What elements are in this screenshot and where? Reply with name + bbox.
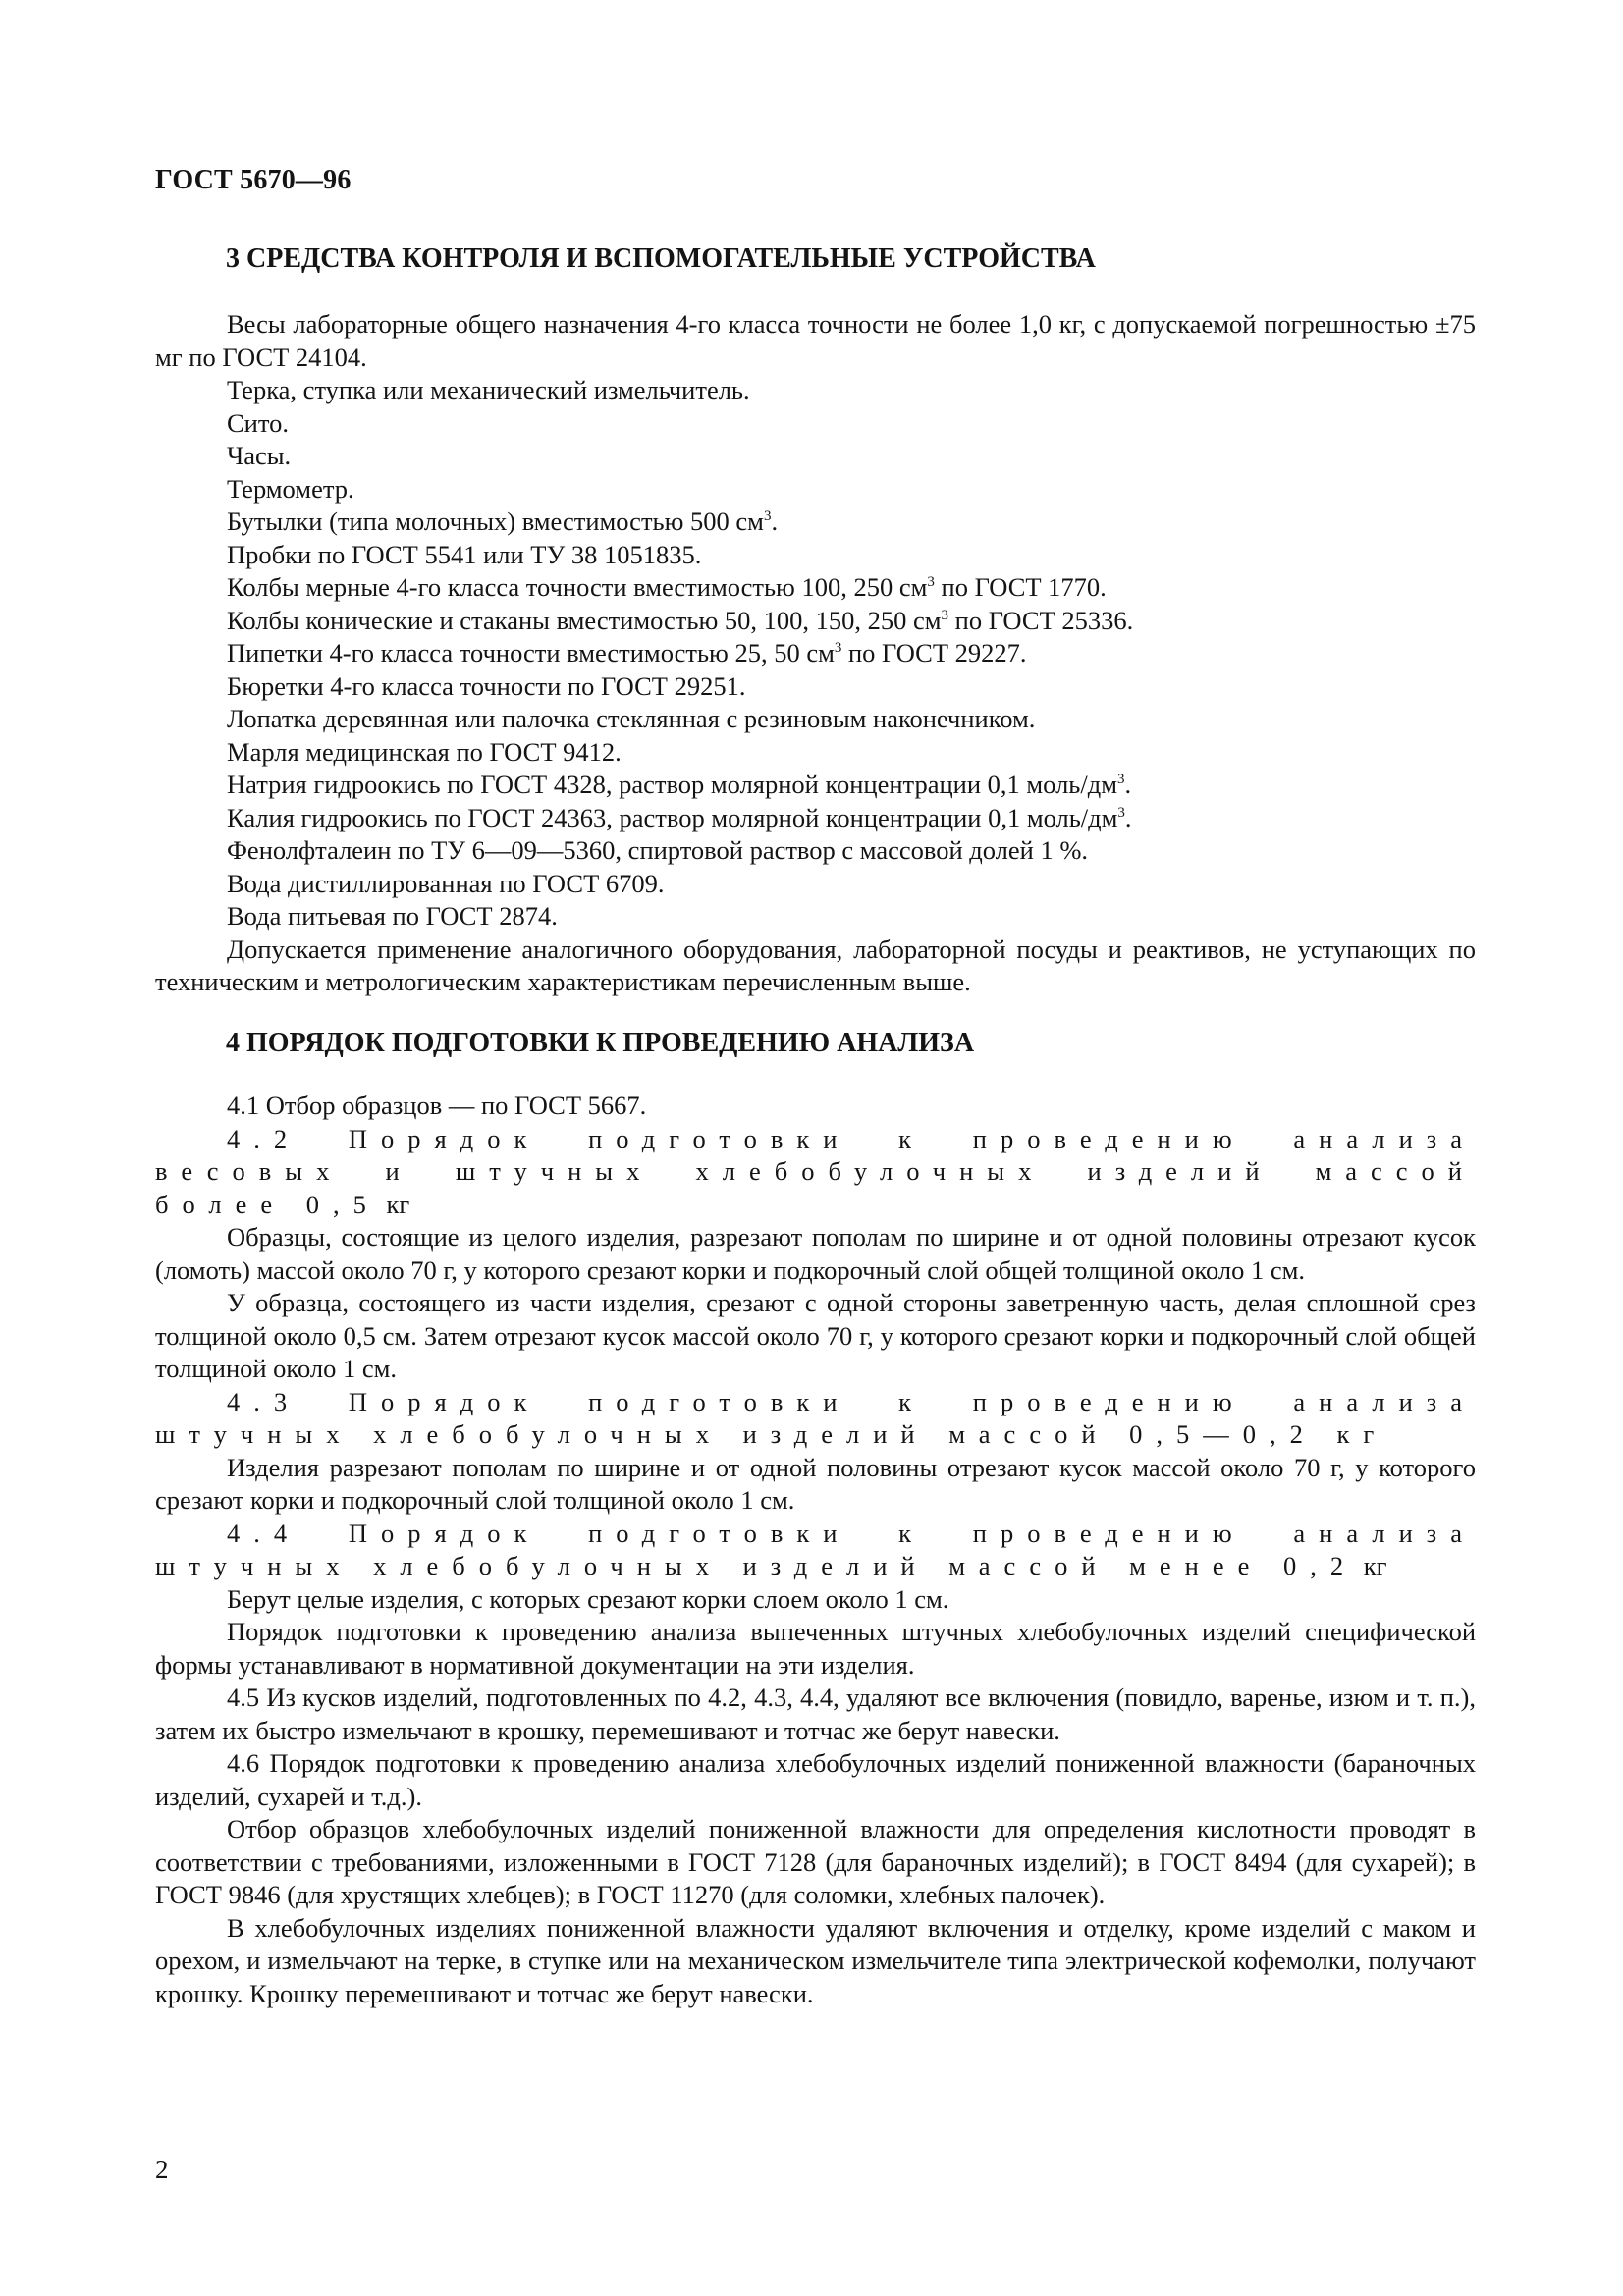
clause-4-4-text: Порядок подготовки к проведению анализа выпеченных штучных хлебобулочных изделий специфической формы устанавливают в нормативной документации на эти изделия. — [155, 1617, 1476, 1680]
equipment-item: Марля медицинская по ГОСТ 9412. — [227, 736, 622, 767]
clause-4-2-heading: 4.2 Порядок подготовки к проведению анализа весовых и штучных хлебобулочных изделий массой более 0,5 кг — [155, 1123, 1476, 1219]
clause-4-5: 4.5 Из кусков изделий, подготовленных по 4.2, 4.3, 4.4, удаляют все включения (повидло, варенье, изюм и т. п.), затем их быстро измельчают в крошку, перемешивают и тотчас же берут навески. — [155, 1682, 1476, 1745]
clause-4-6: 4.6 Порядок подготовки к проведению анализа хлебобулочных изделий пониженной влажности (бараночных изделий, сухарей и т.д.). — [155, 1748, 1476, 1811]
clause-4-6-text: Отбор образцов хлебобулочных изделий пониженной влажности для определения кислотности проводят в соответствии с требованиями, изложенными в ГОСТ 7128 (для бараночных изделий); в ГОСТ 8494 (для сухарей); в ГОСТ 9846 (для хрустящих хлебцев); в ГОСТ 11270 (для соломки, хлебных палочек). — [155, 1814, 1476, 1909]
clause-4-3-heading: 4.3 Порядок подготовки к проведению анализа штучных хлебобулочных изделий массой 0,5—0,2 кг — [155, 1386, 1476, 1449]
equipment-item: Пробки по ГОСТ 5541 или ТУ 38 1051835. — [227, 539, 702, 569]
equipment-item: Часы. — [227, 441, 292, 470]
equipment-item: Колбы конические и стаканы вместимостью 50, 100, 150, 250 $см^3$ по ГОСТ 25336. — [227, 605, 1134, 635]
equipment-item: Лопатка деревянная или палочка стеклянная с резиновым наконечником. — [227, 704, 1036, 733]
clause-4-2-text: У образца, состоящего из части изделия, срезают с одной стороны заветренную часть, делая сплошной срез толщиной около 0,5 см. Затем отрезают кусок массой около 70 г, у которого срезают корки и подкорочный слой общей толщиной около 1 см. — [155, 1288, 1476, 1383]
section-4-title: 4 ПОРЯДОК ПОДГОТОВКИ К ПРОВЕДЕНИЮ АНАЛИЗА — [226, 1028, 975, 1058]
equipment-item: Натрия гидроокись по ГОСТ 4328, раствор молярной концентрации 0,1 моль/$дм^3$. — [227, 770, 1132, 799]
section-4-body — [155, 1090, 1476, 2010]
equipment-item: Колбы мерные 4-го класса точности вместимостью 100, 250 $см^3$ по ГОСТ 1770. — [227, 572, 1107, 602]
equipment-item: Сито. — [227, 407, 289, 438]
document-header: ГОСТ 5670—96 — [155, 165, 352, 195]
equipment-item: Фенолфталеин по ТУ 6—09—5360, спиртовой раствор с массовой долей 1 %. — [227, 835, 1089, 865]
equipment-item: Терка, ступка или механический измельчитель. — [227, 375, 750, 404]
equipment-item: Весы лабораторные общего назначения 4-го класса точности не более 1,0 кг, с допускаемой погрешностью ±75 мг по ГОСТ 24104. — [155, 309, 1476, 372]
clause-4-6-text: В хлебобулочных изделиях пониженной влажности удаляют включения и отделку, кроме изделий с маком и орехом, и измельчают на терке, в ступке или на механическом измельчителе типа электрической кофемолки, получают крошку. Крошку перемешивают и тотчас же берут навески. — [155, 1912, 1476, 2008]
equipment-item: Пипетки 4-го класса точности вместимостью 25, 50 $см^3$ по ГОСТ 29227. — [227, 638, 1027, 667]
clause-4-2-text: Образцы, состоящие из целого изделия, разрезают пополам по ширине и от одной половины отрезают кусок (ломоть) массой около 70 г, у которого срезают корки и подкорочный слой общей толщиной около 1 см. — [155, 1222, 1476, 1285]
equipment-item: Калия гидроокись по ГОСТ 24363, раствор молярной концентрации 0,1 моль/$дм^3$. — [227, 802, 1132, 832]
equipment-item: Термометр. — [227, 473, 354, 504]
section-3-title: 3 СРЕДСТВА КОНТРОЛЯ И ВСПОМОГАТЕЛЬНЫЕ УСТРОЙСТВА — [226, 243, 1096, 274]
equipment-item: Вода питьевая по ГОСТ 2874. — [227, 901, 558, 931]
equipment-item: Бюретки 4-го класса точности по ГОСТ 29251. — [227, 670, 746, 701]
equipment-item: Вода дистиллированная по ГОСТ 6709. — [227, 868, 665, 898]
clause-4-1: 4.1 Отбор образцов — по ГОСТ 5667. — [227, 1091, 647, 1120]
clause-4-4-heading: 4.4 Порядок подготовки к проведению анализа штучных хлебобулочных изделий массой менее 0,2 кг — [155, 1518, 1476, 1580]
clause-4-4-text: Берут целые изделия, с которых срезают корки слоем около 1 см. — [227, 1583, 949, 1614]
section-3-body — [155, 308, 1476, 999]
page-number: 2 — [155, 2155, 169, 2184]
equipment-item: Бутылки (типа молочных) вместимостью 500 $см^3$. — [227, 507, 779, 536]
equipment-note: Допускается применение аналогичного оборудования, лабораторной посуды и реактивов, не уступающих по техническим и метрологическим характеристикам перечисленным выше. — [155, 934, 1476, 996]
clause-4-3-text: Изделия разрезают пополам по ширине и от одной половины отрезают кусок массой около 70 г, у которого срезают корки и подкорочный слой толщиной около 1 см. — [155, 1452, 1476, 1515]
